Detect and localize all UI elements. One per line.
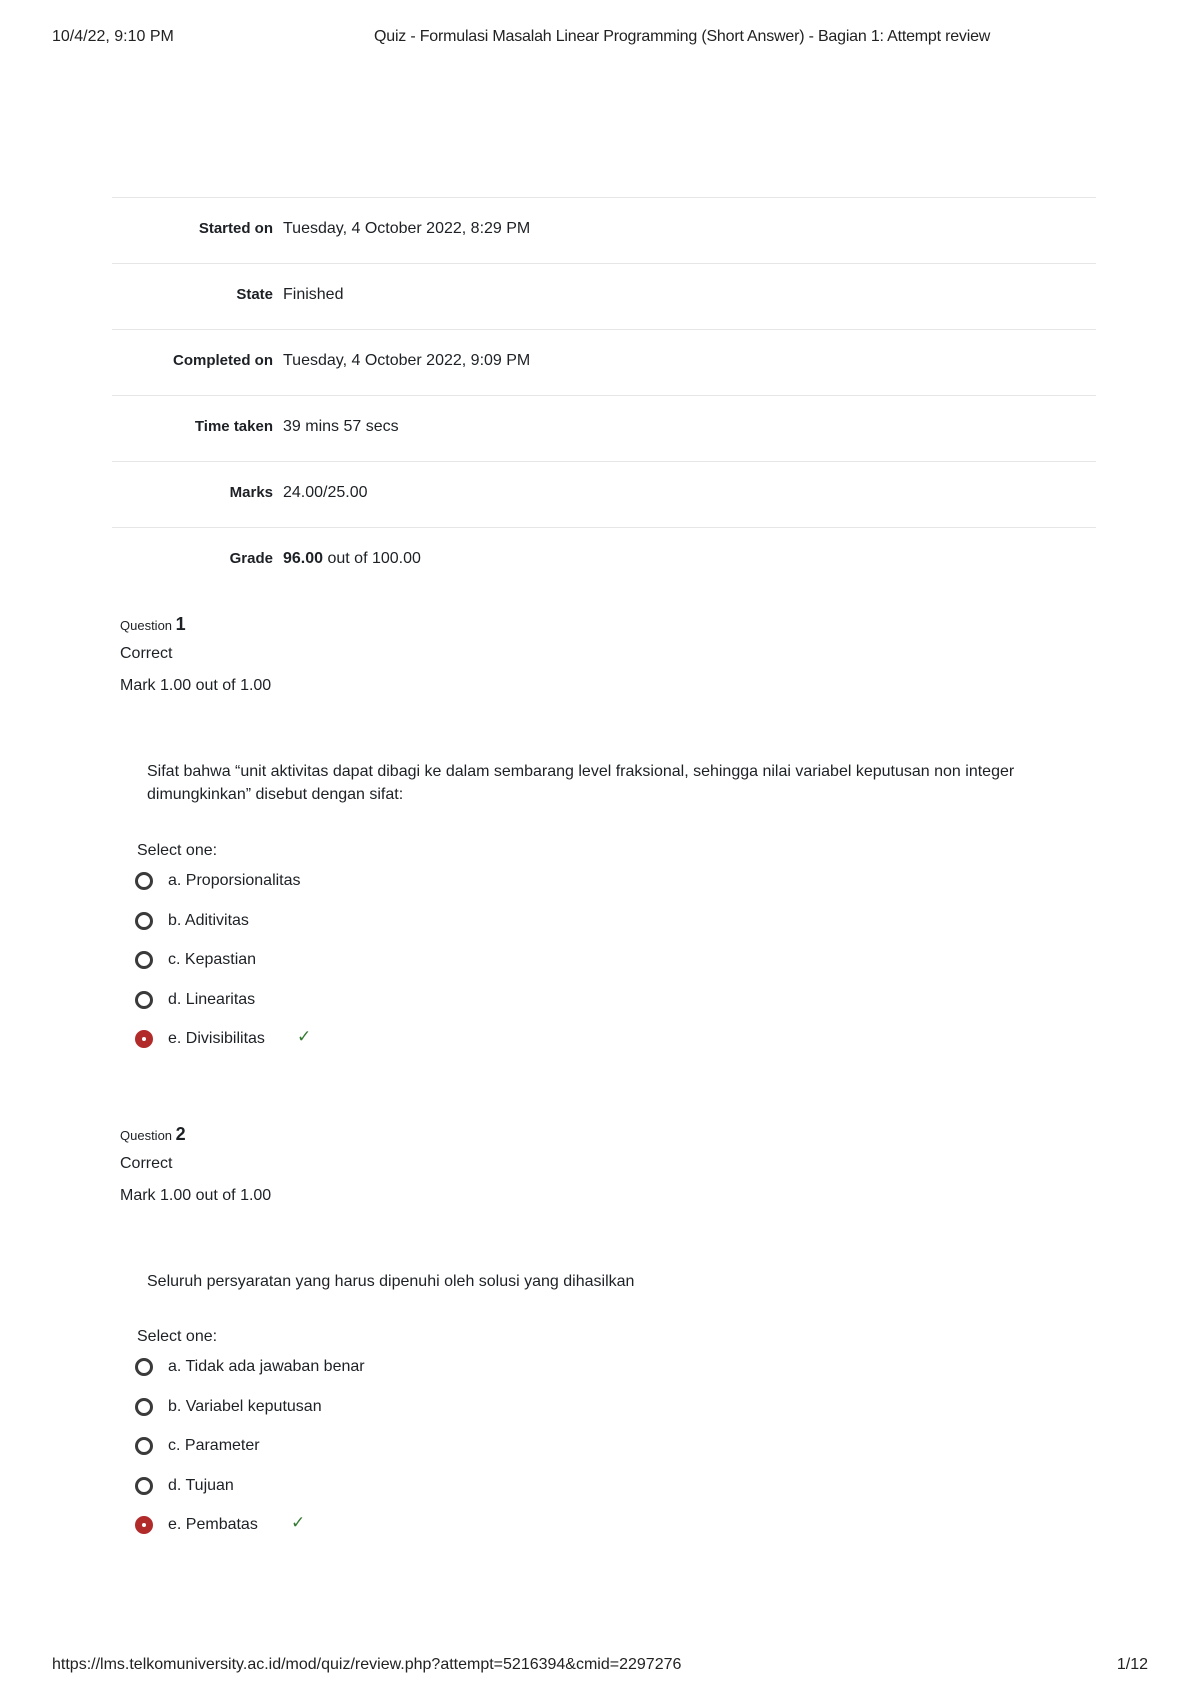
answer-option-label: c. Kepastian: [168, 951, 257, 969]
question-info: [120, 614, 1080, 635]
summary-row-started: [112, 198, 1096, 264]
radio-button[interactable]: [135, 951, 153, 969]
question-number: 1: [175, 614, 186, 634]
radio-button[interactable]: [135, 912, 153, 930]
question-mark: Mark 1.00 out of 1.00: [120, 1187, 272, 1204]
summary-label: Time taken: [194, 418, 273, 435]
question-label: Question: [120, 1128, 173, 1143]
summary-row-state: [112, 264, 1096, 330]
grade-score: 96.00: [283, 550, 324, 567]
page-number: 1/12: [1116, 1656, 1148, 1673]
radio-button-checked[interactable]: [135, 1516, 153, 1534]
check-icon: ✓: [291, 1513, 306, 1533]
grade-out-of: out of 100.00: [323, 550, 421, 567]
radio-button[interactable]: [135, 1437, 153, 1455]
summary-value: 24.00/25.00: [283, 484, 368, 501]
summary-row-grade: [112, 528, 1096, 593]
radio-button[interactable]: [135, 1477, 153, 1495]
summary-row-completed: [112, 330, 1096, 396]
radio-button[interactable]: [135, 991, 153, 1009]
print-footer: [52, 1656, 1148, 1676]
question-mark: Mark 1.00 out of 1.00: [120, 677, 272, 694]
summary-label: Started on: [198, 220, 273, 237]
summary-row-marks: [112, 462, 1096, 528]
summary-label: Completed on: [173, 352, 273, 369]
answer-option-label: a. Proporsionalitas: [168, 872, 301, 889]
summary-label: Grade: [229, 550, 273, 567]
question-label: Question: [120, 618, 173, 633]
question-text: Sifat bahwa “unit aktivitas dapat dibagi ke dalam sembarang level fraksional, sehingga nilai variabel keputusan non integer dimungkinkan” disebut dengan sifat:: [147, 763, 1015, 803]
print-header: [52, 28, 1148, 48]
answer-option-label: b. Variabel keputusan: [168, 1397, 322, 1415]
summary-value: 39 mins 57 secs: [283, 418, 399, 435]
attempt-summary-table: [112, 197, 1096, 593]
print-date: 10/4/22, 9:10 PM: [52, 28, 174, 45]
check-icon: ✓: [297, 1027, 312, 1047]
summary-label: State: [236, 286, 273, 303]
select-one-prompt: Select one:: [137, 1328, 218, 1345]
question-number: 2: [175, 1124, 186, 1144]
answer-option-label: e. Pembatas: [168, 1516, 258, 1534]
summary-value: Finished: [283, 286, 344, 303]
radio-button[interactable]: [135, 1358, 153, 1376]
radio-button-checked[interactable]: [135, 1030, 153, 1048]
answer-option-label: e. Divisibilitas: [168, 1030, 265, 1048]
summary-label: Marks: [229, 484, 273, 501]
question-state: Correct: [120, 645, 173, 662]
summary-row-time-taken: [112, 396, 1096, 462]
select-one-prompt: Select one:: [137, 842, 218, 859]
question-info: [120, 1124, 1080, 1145]
summary-value: Tuesday, 4 October 2022, 8:29 PM: [283, 220, 531, 237]
question-2: [120, 1124, 1080, 1564]
answer-option-label: d. Linearitas: [168, 990, 256, 1008]
summary-value: Tuesday, 4 October 2022, 9:09 PM: [283, 352, 531, 369]
answer-option-label: a. Tidak ada jawaban benar: [168, 1358, 365, 1375]
print-page-title: Quiz - Formulasi Masalah Linear Programming (Short Answer) - Bagian 1: Attempt review: [374, 28, 991, 45]
radio-button[interactable]: [135, 1398, 153, 1416]
answer-option-label: d. Tujuan: [168, 1476, 234, 1494]
answer-option-label: b. Aditivitas: [168, 911, 249, 929]
radio-button[interactable]: [135, 872, 153, 890]
summary-value: [283, 550, 421, 568]
question-1: [120, 614, 1080, 1054]
page-url: https://lms.telkomuniversity.ac.id/mod/quiz/review.php?attempt=5216394&cmid=2297276: [52, 1656, 682, 1673]
question-text: Seluruh persyaratan yang harus dipenuhi oleh solusi yang dihasilkan: [147, 1273, 635, 1290]
question-state: Correct: [120, 1155, 173, 1172]
answer-option-label: c. Parameter: [168, 1437, 260, 1455]
